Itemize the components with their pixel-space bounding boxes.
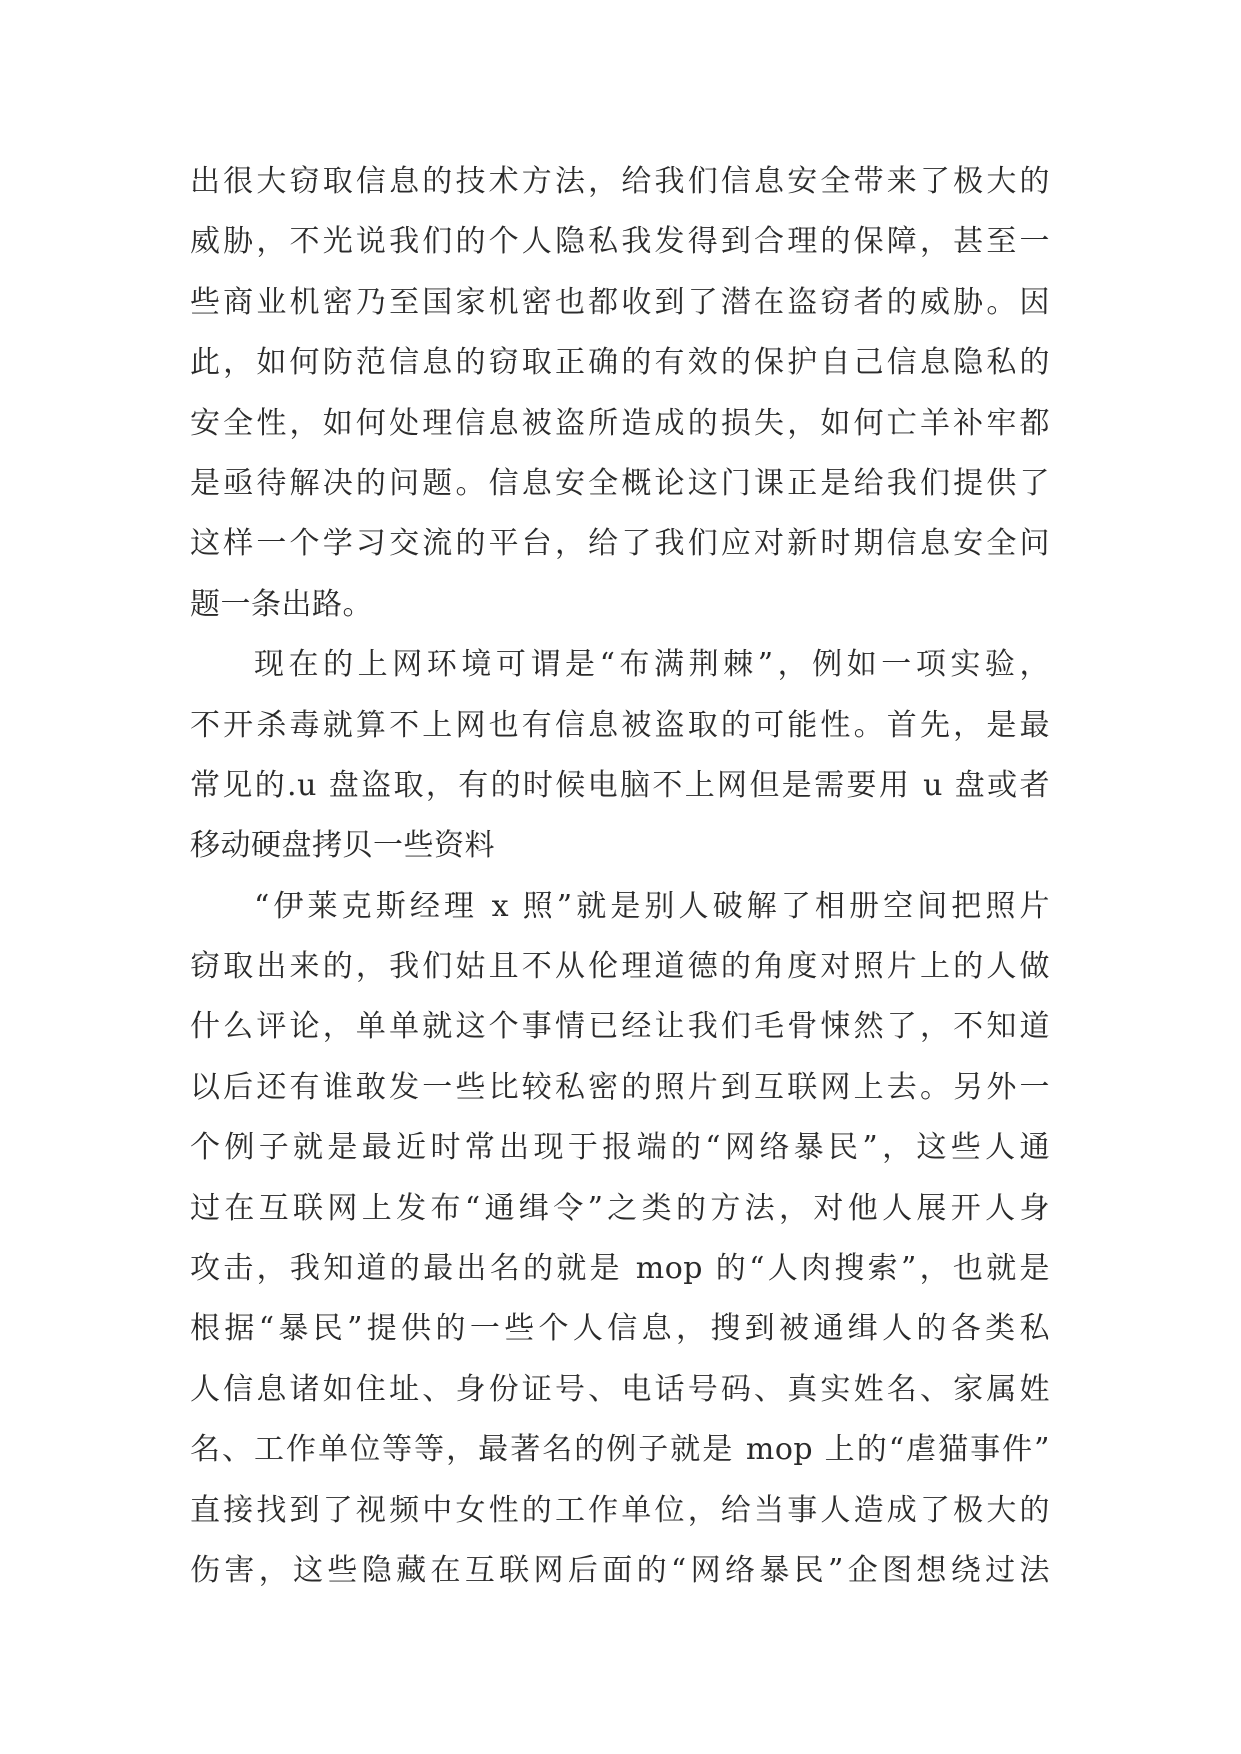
text-line: 人信息诸如住址、身份证号、电话号码、真实姓名、家属姓 [190,1371,1050,1407]
text-line: 题一条出路。 [190,586,373,622]
text-line: 以后还有谁敢发一些比较私密的照片到互联网上去。另外一 [190,1069,1050,1105]
text-line: “伊莱克斯经理 x 照”就是别人破解了相册空间把照片 [254,888,1050,924]
text-line: 什么评论，单单就这个事情已经让我们毛骨悚然了，不知道 [190,1009,1050,1045]
text-line: 这样一个学习交流的平台，给了我们应对新时期信息安全问 [190,526,1050,562]
text-line: 直接找到了视频中女性的工作单位，给当事人造成了极大的 [190,1492,1050,1528]
text-line: 名、工作单位等等，最著名的例子就是 mop 上的“虐猫事件” [190,1432,1050,1468]
text-line: 安全性，如何处理信息被盗所造成的损失，如何亡羊补牢都 [190,405,1050,441]
text-line: 移动硬盘拷贝一些资料 [190,828,495,864]
text-line: 此，如何防范信息的窃取正确的有效的保护自己信息隐私的 [190,345,1050,381]
text-line: 现在的上网环境可谓是“布满荆棘”，例如一项实验， [254,647,1050,683]
text-line: 攻击，我知道的最出名的就是 mop 的“人肉搜索”，也就是 [190,1251,1050,1287]
text-line: 过在互联网上发布“通缉令”之类的方法，对他人展开人身 [190,1190,1050,1226]
text-line: 根据“暴民”提供的一些个人信息，搜到被通缉人的各类私 [190,1311,1050,1347]
text-line: 些商业机密乃至国家机密也都收到了潜在盗窃者的威胁。因 [190,284,1050,320]
text-line: 伤害，这些隐藏在互联网后面的“网络暴民”企图想绕过法 [190,1552,1050,1588]
text-line: 不开杀毒就算不上网也有信息被盗取的可能性。首先，是最 [190,707,1050,743]
body-text [190,152,1050,1601]
text-line: 出很大窃取信息的技术方法，给我们信息安全带来了极大的 [190,164,1050,199]
text-line: 个例子就是最近时常出现于报端的“网络暴民”，这些人通 [190,1130,1050,1166]
text-line: 是亟待解决的问题。信息安全概论这门课正是给我们提供了 [190,465,1050,501]
text-line: 窃取出来的，我们姑且不从伦理道德的角度对照片上的人做 [190,949,1050,985]
text-line: 常见的.u 盘盗取，有的时候电脑不上网但是需要用 u 盘或者 [190,767,1050,803]
text-line: 威胁，不光说我们的个人隐私我发得到合理的保障，甚至一 [190,224,1050,260]
